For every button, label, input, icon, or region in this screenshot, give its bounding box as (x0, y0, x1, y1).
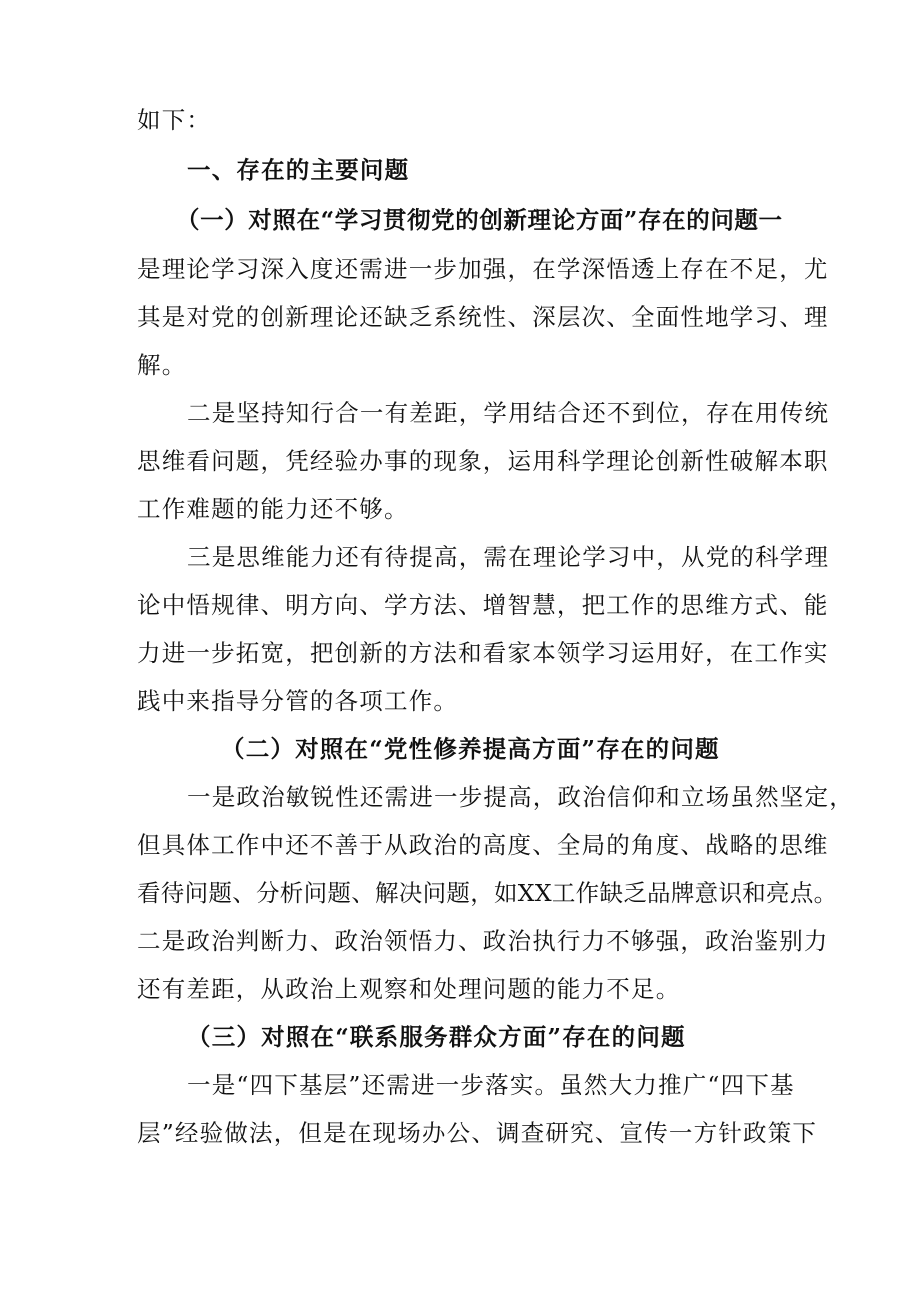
text-line: 论中悟规律、明方向、学方法、增智慧，把工作的思维方式、能 (137, 591, 829, 619)
text-line: 如下： (137, 106, 212, 134)
subsection-heading: （三）对照在“联系服务群众方面”存在的问题 (187, 1023, 686, 1051)
text-line: 二是坚持知行合一有差距，学用结合还不到位，存在用传统 (187, 399, 830, 427)
section-heading: 一、存在的主要问题 (187, 156, 410, 184)
text-line: 其是对党的创新理论还缺乏系统性、深层次、全面性地学习、理 (137, 303, 829, 331)
text-line: 三是思维能力还有待提高，需在理论学习中，从党的科学理 (187, 543, 830, 571)
text-line: 是理论学习深入度还需进一步加强，在学深悟透上存在不足，尤 (137, 255, 829, 283)
text-line: 二是政治判断力、政治领悟力、政治执行力不够强，政治鉴别力 (137, 927, 829, 955)
text-line: 看待问题、分析问题、解决问题，如XX工作缺乏品牌意识和亮点。 (137, 879, 838, 907)
text-line: 一是“四下基层”还需进一步落实。虽然大力推广“四下基 (187, 1071, 795, 1099)
text-line: 力进一步拓宽，把创新的方法和看家本领学习运用好，在工作实 (137, 639, 829, 667)
text-line: 一是政治敏锐性还需进一步提高，政治信仰和立场虽然坚定， (187, 783, 854, 811)
subsection-heading: （二）对照在“党性修养提高方面”存在的问题 (221, 735, 720, 763)
text-line: 工作难题的能力还不够。 (137, 495, 409, 523)
text-line: 解。 (137, 351, 187, 379)
text-line: 思维看问题，凭经验办事的现象，运用科学理论创新性破解本职 (137, 447, 829, 475)
text-line: 践中来指导分管的各项工作。 (137, 687, 459, 715)
text-line: 还有差距，从政治上观察和处理问题的能力不足。 (137, 975, 681, 1003)
subsection-heading: （一）对照在“学习贯彻党的创新理论方面”存在的问题一 (176, 206, 783, 234)
text-line: 层”经验做法，但是在现场办公、调查研究、宣传一方针政策下 (137, 1119, 818, 1147)
text-line: 但具体工作中还不善于从政治的高度、全局的角度、战略的思维 (137, 831, 829, 859)
